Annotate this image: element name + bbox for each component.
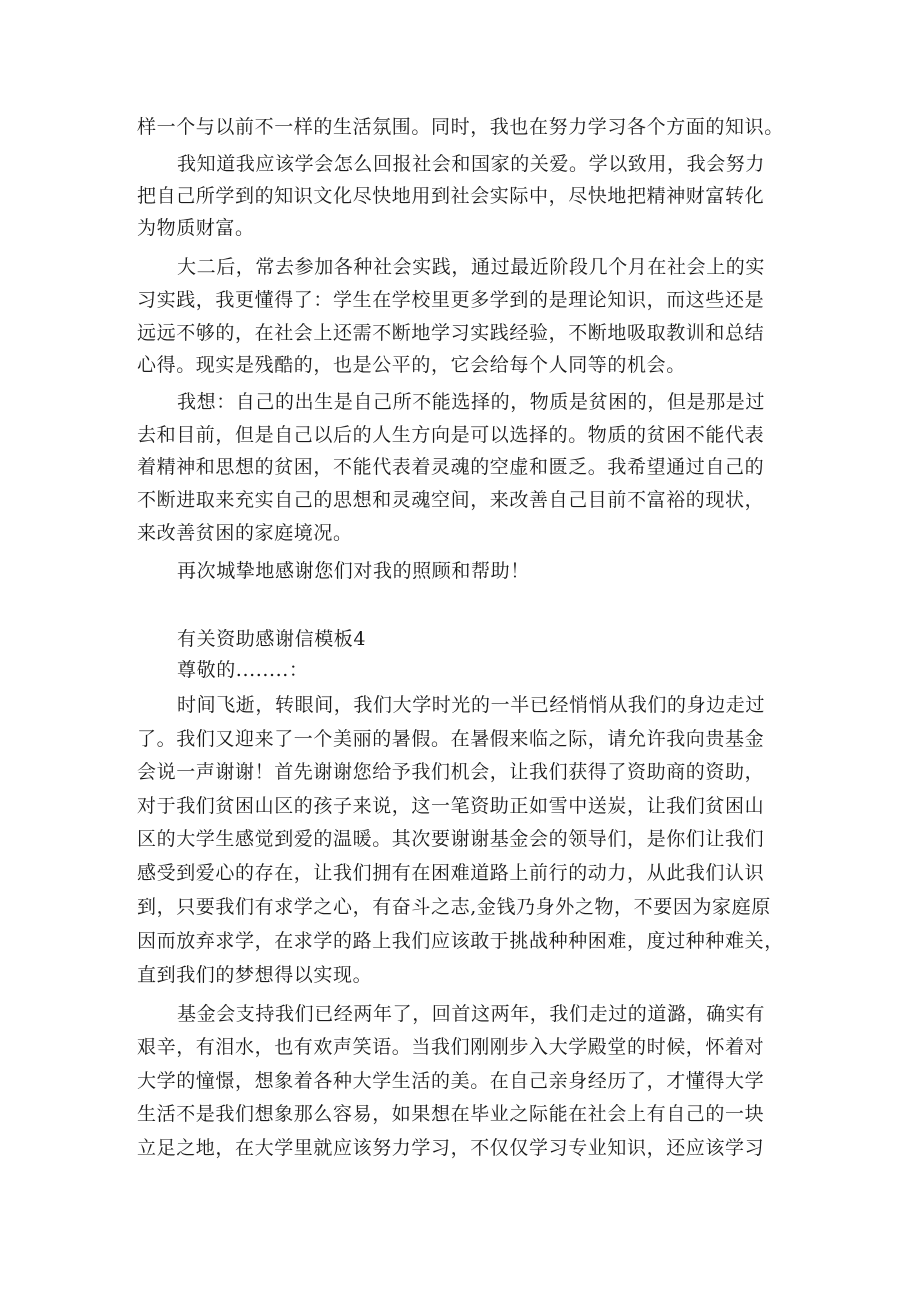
paragraph-line: 对于我们贫困山区的孩子来说，这一笔资助正如雪中送炭，让我们贫困山 <box>137 795 765 817</box>
paragraph-line: 基金会支持我们已经两年了，回首这两年，我们走过的道潞，确实有 <box>177 1003 766 1025</box>
paragraph-line: 习实践，我更懂得了：学生在学校里更多学到的是理论知识，而这些还是 <box>137 289 765 311</box>
paragraph-line: 大学的憧憬，想象着各种大学生活的美。在自己亲身经历了，才懂得大学 <box>137 1070 765 1092</box>
paragraph-line: 了。我们又迎来了一个美丽的暑假。在暑假来临之际，请允许我向贵基金 <box>137 728 765 750</box>
paragraph-line: 把自己所学到的知识文化尽快地用到社会实际中，尽快地把精神财富转化 <box>137 185 765 207</box>
paragraph-line: 时间飞逝，转眼间，我们大学时光的一半已经悄悄从我们的身边走过 <box>177 694 766 716</box>
paragraph-line: 来改善贫困的家庭境况。 <box>137 522 353 544</box>
paragraph-line: 为物质财富。 <box>137 217 255 239</box>
paragraph-line: 区的大学生感觉到爱的温暖。其次要谢谢基金会的领导们，是你们让我们 <box>137 828 765 850</box>
paragraph-line: 会说一声谢谢！首先谢谢您给予我们机会，让我们获得了资助商的资助， <box>137 761 765 783</box>
salutation: 尊敬的........： <box>177 659 309 681</box>
paragraph-line: 我知道我应该学会怎么回报社会和国家的关爱。学以致用，我会努力 <box>177 153 766 175</box>
paragraph-line: 大二后，常去参加各种社会实践，通过最近阶段几个月在社会上的实 <box>177 256 766 278</box>
paragraph-line: 感受到爱心的存在，让我们拥有在困难道路上前行的动力，从此我们认识 <box>137 862 765 884</box>
paragraph-line: 我想：自己的出生是自己所不能选择的，物质是贫困的，但是那是过 <box>177 391 766 413</box>
paragraph-line: 到，只要我们有求学之心，有奋斗之志,金钱乃身外之物，不要因为家庭原 <box>137 896 771 918</box>
section-heading: 有关资助感谢信模板4 <box>177 628 367 650</box>
paragraph-line: 远远不够的，在社会上还需不断地学习实践经验，不断地吸取教训和总结 <box>137 322 765 344</box>
paragraph-line: 生活不是我们想象那么容易，如果想在毕业之际能在社会上有自己的一块 <box>137 1103 765 1125</box>
paragraph-line: 不断进取来充实自己的思想和灵魂空间，来改善自己目前不富裕的现状， <box>137 489 765 511</box>
paragraph-line: 去和目前，但是自己以后的人生方向是可以选择的。物质的贫困不能代表 <box>137 424 765 446</box>
paragraph-line: 着精神和思想的贫困，不能代表着灵魂的空虚和匮乏。我希望通过自己的 <box>137 456 765 478</box>
paragraph-line: 再次城挚地感谢您们对我的照顾和帮助！ <box>177 560 530 582</box>
paragraph-line: 心得。现实是残酷的，也是公平的，它会给每个人同等的机会。 <box>137 354 686 376</box>
paragraph-line: 艰辛，有泪水，也有欢声笑语。当我们刚刚步入大学殿堂的时候，怀着对 <box>137 1036 765 1058</box>
paragraph-line: 因而放弃求学，在求学的路上我们应该敢于挑战种种困难，度过种种难关， <box>137 930 784 952</box>
paragraph-line: 直到我们的梦想得以实现。 <box>137 964 373 986</box>
paragraph-line: 立足之地，在大学里就应该努力学习，不仅仅学习专业知识，还应该学习 <box>137 1137 765 1159</box>
paragraph-line: 样一个与以前不一样的生活氛围。同时，我也在努力学习各个方面的知识。 <box>137 116 784 138</box>
